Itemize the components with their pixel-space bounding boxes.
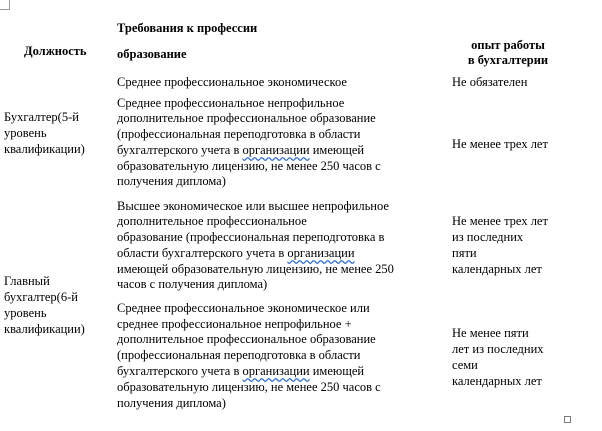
position-chief-line2: бухгалтер(6-й	[4, 290, 78, 304]
page-corner-mark	[0, 0, 10, 10]
row3-education-line6: образовательную лицензию, не менее 250 часов с	[117, 380, 381, 394]
position-accountant-line2: уровень	[4, 126, 47, 140]
position-chief-line4: квалификации)	[4, 322, 85, 336]
row1-education-line5: образовательную лицензию, не менее 250 часов с	[117, 159, 381, 173]
row3-experience-line4: календарных лет	[452, 374, 542, 388]
position-accountant-line3: квалификации)	[4, 142, 85, 156]
row3-education-line4: (профессиональная переподготовка в области	[117, 348, 361, 362]
position-accountant-line1: Бухгалтер(5-й	[4, 110, 79, 124]
row2-experience-line2: из последних	[452, 230, 524, 244]
row2-education-line3: образование (профессиональная переподготовка в	[117, 230, 385, 244]
row1-education-line4a: бухгалтерского учета в	[117, 143, 243, 157]
row2-education-line1: Высшее экономическое или высшее непрофильное	[117, 199, 389, 213]
row2-education-org: организации	[287, 246, 355, 260]
row2-education-line2: дополнительное профессиональное	[117, 214, 307, 228]
row3-education-line5	[117, 364, 364, 379]
row3-experience-line3: семи	[452, 358, 478, 372]
row1-education-line4b: имеющей	[309, 143, 365, 157]
row1-experience-line1: Не менее трех лет	[452, 137, 548, 151]
row1-education-line6: получения диплома)	[117, 174, 226, 188]
row1-education-line4	[117, 143, 364, 158]
row2-experience-line1: Не менее трех лет	[452, 214, 548, 228]
row3-experience-line1: Не менее пяти	[452, 326, 529, 340]
row2-experience-line4: календарных лет	[452, 262, 542, 276]
row3-education-line3: дополнительное профессиональное образование	[117, 332, 376, 346]
row3-education-line1: Среднее профессиональное экономическое или	[117, 301, 370, 315]
row2-experience-line3: пяти	[452, 246, 477, 260]
row2-education-line6: часов с получения диплома)	[117, 277, 268, 291]
header-requirements: Требования к профессии	[117, 21, 258, 35]
row3-education-line5b: имеющей	[309, 364, 365, 378]
row3-experience-line2: лет из последних	[452, 342, 544, 356]
position-chief-line3: уровень	[4, 306, 47, 320]
header-position: Должность	[24, 44, 87, 58]
row2-education-line5: имеющей образовательную лицензию, не менее 250	[117, 262, 394, 276]
row0-experience-line1: Не обязателен	[452, 75, 528, 89]
header-education: образование	[117, 47, 187, 61]
row1-education-org: организации	[242, 143, 310, 157]
row3-education-line7: получения диплома)	[117, 396, 226, 410]
row2-education-line4	[117, 246, 355, 261]
row1-education-line3: (профессиональная переподготовка в области	[117, 127, 361, 141]
row3-education-line5a: бухгалтерского учета в	[117, 364, 243, 378]
position-chief-line1: Главный	[4, 274, 50, 288]
row1-education-line2: дополнительное профессиональное образование	[117, 111, 376, 125]
row3-education-line2: среднее профессиональное непрофильное +	[117, 317, 352, 331]
header-experience-line1: опыт работы	[471, 38, 545, 52]
row3-education-org: организации	[242, 364, 310, 378]
row0-education-line1: Среднее профессиональное экономическое	[117, 75, 347, 89]
end-of-cell-mark	[564, 416, 571, 423]
row1-education-line1: Среднее профессиональное непрофильное	[117, 96, 345, 110]
header-experience-line2: в бухгалтерии	[467, 53, 549, 67]
row2-education-line4a: области бухгалтерского учета в	[117, 246, 288, 260]
